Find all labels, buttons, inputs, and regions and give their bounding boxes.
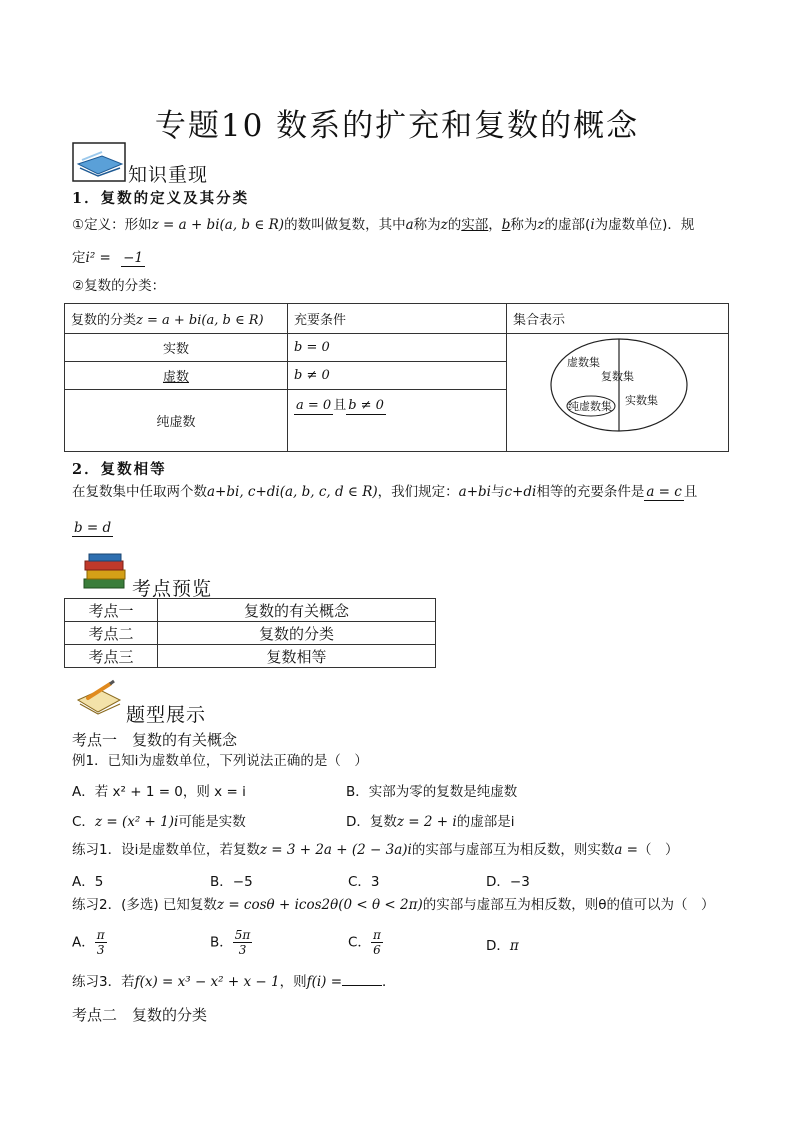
variable: z [537, 217, 545, 233]
table-row [65, 622, 436, 645]
text-fragment: 定 [72, 250, 86, 266]
text-fragment: A． [72, 934, 95, 951]
venn-label-imaginary: 虚数集 [567, 356, 600, 369]
formula: z = (x² + 1)i [94, 814, 179, 830]
equality-paragraph [72, 482, 732, 502]
text-fragment: D．复数 [346, 814, 397, 830]
text-fragment: B． [210, 934, 233, 951]
text-fragment: 为虚数单位)．规 [594, 217, 695, 233]
text-fragment: ①定义：形如 [72, 217, 152, 233]
venn-label-complex: 复数集 [601, 370, 634, 383]
formula: a+bi [458, 484, 491, 500]
notebook-pencil-icon [74, 678, 124, 720]
fraction [233, 928, 253, 957]
formula: π [509, 938, 519, 954]
example1-option-a: A．若 x² + 1 = 0，则 x = i [72, 784, 246, 800]
venn-label-pure-imaginary: 纯虚数集 [568, 400, 612, 413]
definition-paragraph [72, 215, 732, 235]
formula: a+bi, c+di(a, b, c, d ∈ R) [207, 484, 378, 500]
table-header: 充要条件 [288, 304, 507, 334]
example1-stem: 例1．已知i为虚数单位，下列说法正确的是（ ） [72, 753, 368, 769]
text-fragment: ， [488, 217, 502, 233]
denominator: 6 [373, 943, 381, 957]
example1-option-b: B．实部为零的复数是纯虚数 [346, 784, 518, 800]
table-cell: 考点二 [65, 622, 158, 645]
text-fragment: C． [348, 934, 371, 951]
text-fragment: 可能是实数 [178, 814, 246, 830]
practice2-stem [72, 895, 752, 915]
text-fragment: 练习3．若 [72, 974, 135, 990]
practice2-option-d [486, 934, 519, 954]
underlined-answer: b ≠ 0 [348, 398, 384, 413]
text-fragment: ． [382, 974, 396, 990]
text-fragment: ，我们规定： [377, 484, 459, 500]
practice2-option-a [72, 928, 107, 957]
table-cell: 考点一 [65, 599, 158, 622]
text-fragment: 且 [683, 484, 698, 500]
table-header [65, 304, 288, 334]
books-stack-icon [80, 553, 130, 591]
example1-option-c [72, 810, 246, 830]
variable: z [440, 217, 448, 233]
text-fragment: D． [486, 938, 510, 954]
table-cell: b = 0 [288, 334, 507, 362]
formula: f(i) = [306, 974, 343, 990]
kd1-heading: 考点一 复数的有关概念 [72, 731, 238, 749]
text-fragment: 相等的充要条件是 [536, 484, 645, 500]
venn-diagram [549, 336, 689, 434]
table-header: 集合表示 [507, 304, 729, 334]
table-cell [288, 390, 507, 452]
section-examples-heading: 题型展示 [126, 704, 207, 726]
formula: z = a + bi(a, b ∈ R) [151, 217, 285, 233]
formula: z = 2 + i [396, 814, 457, 830]
table-cell: 纯虚数 [65, 390, 288, 452]
formula: z = cosθ + icos2θ(0 < θ < 2π) [216, 897, 423, 913]
practice2-option-c [348, 928, 383, 957]
underlined-answer: b = d [74, 520, 112, 536]
venn-cell [507, 334, 729, 452]
text-fragment: 在复数集中任取两个数 [72, 484, 207, 500]
practice3-stem [72, 972, 396, 992]
table-cell: 考点三 [65, 645, 158, 668]
text-fragment: C． [72, 814, 95, 830]
cell-text: 虚数 [162, 370, 189, 385]
text-fragment: ，则 [279, 974, 307, 990]
denominator: 3 [238, 943, 247, 957]
classification-label: ②复数的分类： [72, 278, 166, 294]
section-preview-heading: 考点预览 [132, 578, 213, 600]
text-fragment: （ ） [638, 842, 679, 858]
heading-complex-definition: 1．复数的定义及其分类 [72, 190, 250, 207]
text-fragment: 与 [490, 484, 505, 500]
answer-blank[interactable] [342, 973, 382, 986]
underlined-answer: a = 0 [296, 398, 332, 413]
underlined-answer: b [501, 217, 511, 233]
underlined-answer: a = c [646, 484, 682, 500]
preview-table [64, 598, 436, 668]
underlined-answer: 实部 [461, 217, 489, 233]
variable: i [590, 217, 595, 233]
formula: a = [614, 842, 638, 858]
table-cell: 复数的有关概念 [158, 599, 436, 622]
formula: i² = [85, 250, 111, 266]
text-fragment: 练习2．(多选) 已知复数 [72, 897, 217, 913]
table-row [65, 645, 436, 668]
underlined-answer: −1 [123, 250, 144, 266]
practice1-option-b: B．−5 [210, 874, 253, 890]
practice1-option-a: A．5 [72, 874, 104, 890]
heading-complex-equality: 2．复数相等 [72, 461, 167, 478]
classification-table [64, 303, 729, 452]
text-fragment: 称为 [510, 217, 538, 233]
page-title: 专题10 数系的扩充和复数的概念 [154, 108, 640, 144]
formula: z = a + bi(a, b ∈ R) [136, 313, 264, 328]
fraction [371, 928, 383, 957]
fraction [95, 928, 107, 957]
formula: f(x) = x³ − x² + x − 1 [134, 974, 280, 990]
text-fragment: 的 [447, 217, 462, 233]
practice1-option-d: D．−3 [486, 874, 530, 890]
venn-label-real: 实数集 [625, 394, 658, 407]
definition-line-2 [72, 248, 145, 268]
practice1-stem [72, 840, 752, 860]
formula: z = 3 + 2a + (2 − 3a)i [259, 842, 412, 858]
section-knowledge-heading: 知识重现 [128, 164, 209, 186]
table-cell [65, 362, 288, 390]
text-fragment: 的实部与虚部互为相反数，则θ的值可以为（ ） [422, 897, 715, 913]
table-row [65, 599, 436, 622]
text-fragment: 的实部与虚部互为相反数，则实数 [411, 842, 615, 858]
variable: a [405, 217, 414, 233]
formula: c+di [504, 484, 537, 500]
practice1-option-c: C．3 [348, 874, 380, 890]
equality-line-2 [72, 518, 113, 538]
text-fragment: 的数叫做复数，其中 [284, 217, 406, 233]
text-fragment: 的虚部( [544, 217, 591, 233]
table-cell: 复数相等 [158, 645, 436, 668]
text-fragment: 且 [333, 398, 347, 413]
table-cell: 实数 [65, 334, 288, 362]
text-fragment: 的虚部是i [456, 814, 515, 830]
header-text: 复数的分类 [71, 313, 137, 328]
numerator: 5π [234, 928, 251, 942]
practice2-option-b [210, 928, 252, 957]
numerator: π [96, 928, 105, 942]
numerator: π [372, 928, 381, 942]
table-cell: b ≠ 0 [288, 362, 507, 390]
text-fragment: 练习1．设i是虚数单位，若复数 [72, 842, 260, 858]
book-icon [72, 142, 126, 182]
table-cell: 复数的分类 [158, 622, 436, 645]
denominator: 3 [96, 943, 105, 957]
example1-option-d [346, 810, 514, 830]
kd2-heading: 考点二 复数的分类 [72, 1006, 208, 1024]
text-fragment: 称为 [413, 217, 441, 233]
